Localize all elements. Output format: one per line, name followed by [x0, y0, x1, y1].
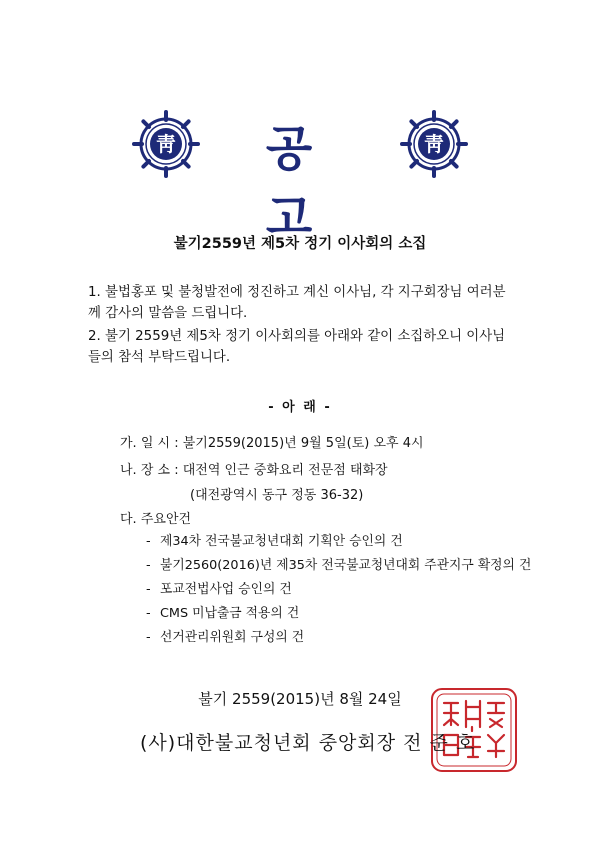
agenda-item: - 포교전법사업 승인의 건	[146, 582, 292, 597]
paragraph-1-line-1: 1. 불법홍포 및 불청발전에 정진하고 계신 이사님, 각 지구회장님 여러분	[88, 285, 506, 300]
below-heading: - 아 래 -	[268, 400, 332, 415]
agenda-list	[146, 530, 531, 650]
paragraph-2-line-1: 2. 불기 2559년 제5차 정기 이사회의를 아래와 같이 소집하오니 이사님	[88, 329, 506, 344]
agenda-item: - CMS 미납출금 적용의 건	[146, 606, 300, 621]
agenda-item: - 선거관리위원회 구성의 건	[146, 630, 305, 645]
emblem-char-right: 靑	[424, 132, 444, 156]
meeting-address: (대전광역시 동구 정동 36-32)	[190, 488, 364, 503]
meeting-datetime: 가. 일 시 : 불기2559(2015)년 9월 5일(토) 오후 4시	[120, 436, 424, 451]
sender-signature-line: (사)대한불교청년회 중앙회장 전 준 호	[140, 732, 476, 754]
meeting-place: 나. 장 소 : 대전역 인근 중화요리 전문점 태화장	[120, 463, 388, 478]
page-title: 공 고	[265, 121, 339, 246]
agenda-item: - 제34차 전국불교청년대회 기획안 승인의 건	[146, 534, 403, 549]
agenda-label: 다. 주요안건	[120, 512, 192, 527]
agenda-item: - 불기2560(2016)년 제35차 전국불교청년대회 주관지구 확정의 건	[146, 558, 532, 573]
paragraph-2	[88, 326, 548, 368]
paragraph-1	[88, 282, 548, 324]
buddhist-wheel-emblem-left-icon	[130, 108, 202, 180]
notice-subject: 불기2559년 제5차 정기 이사회의 소집	[173, 236, 427, 252]
buddhist-wheel-emblem-right-icon	[398, 108, 470, 180]
emblem-char-left: 靑	[156, 132, 176, 156]
paragraph-1-line-2: 께 감사의 말씀을 드립니다.	[88, 306, 248, 321]
issue-date: 불기 2559(2015)년 8월 24일	[198, 690, 402, 708]
paragraph-2-line-2: 들의 참석 부탁드립니다.	[88, 350, 231, 365]
